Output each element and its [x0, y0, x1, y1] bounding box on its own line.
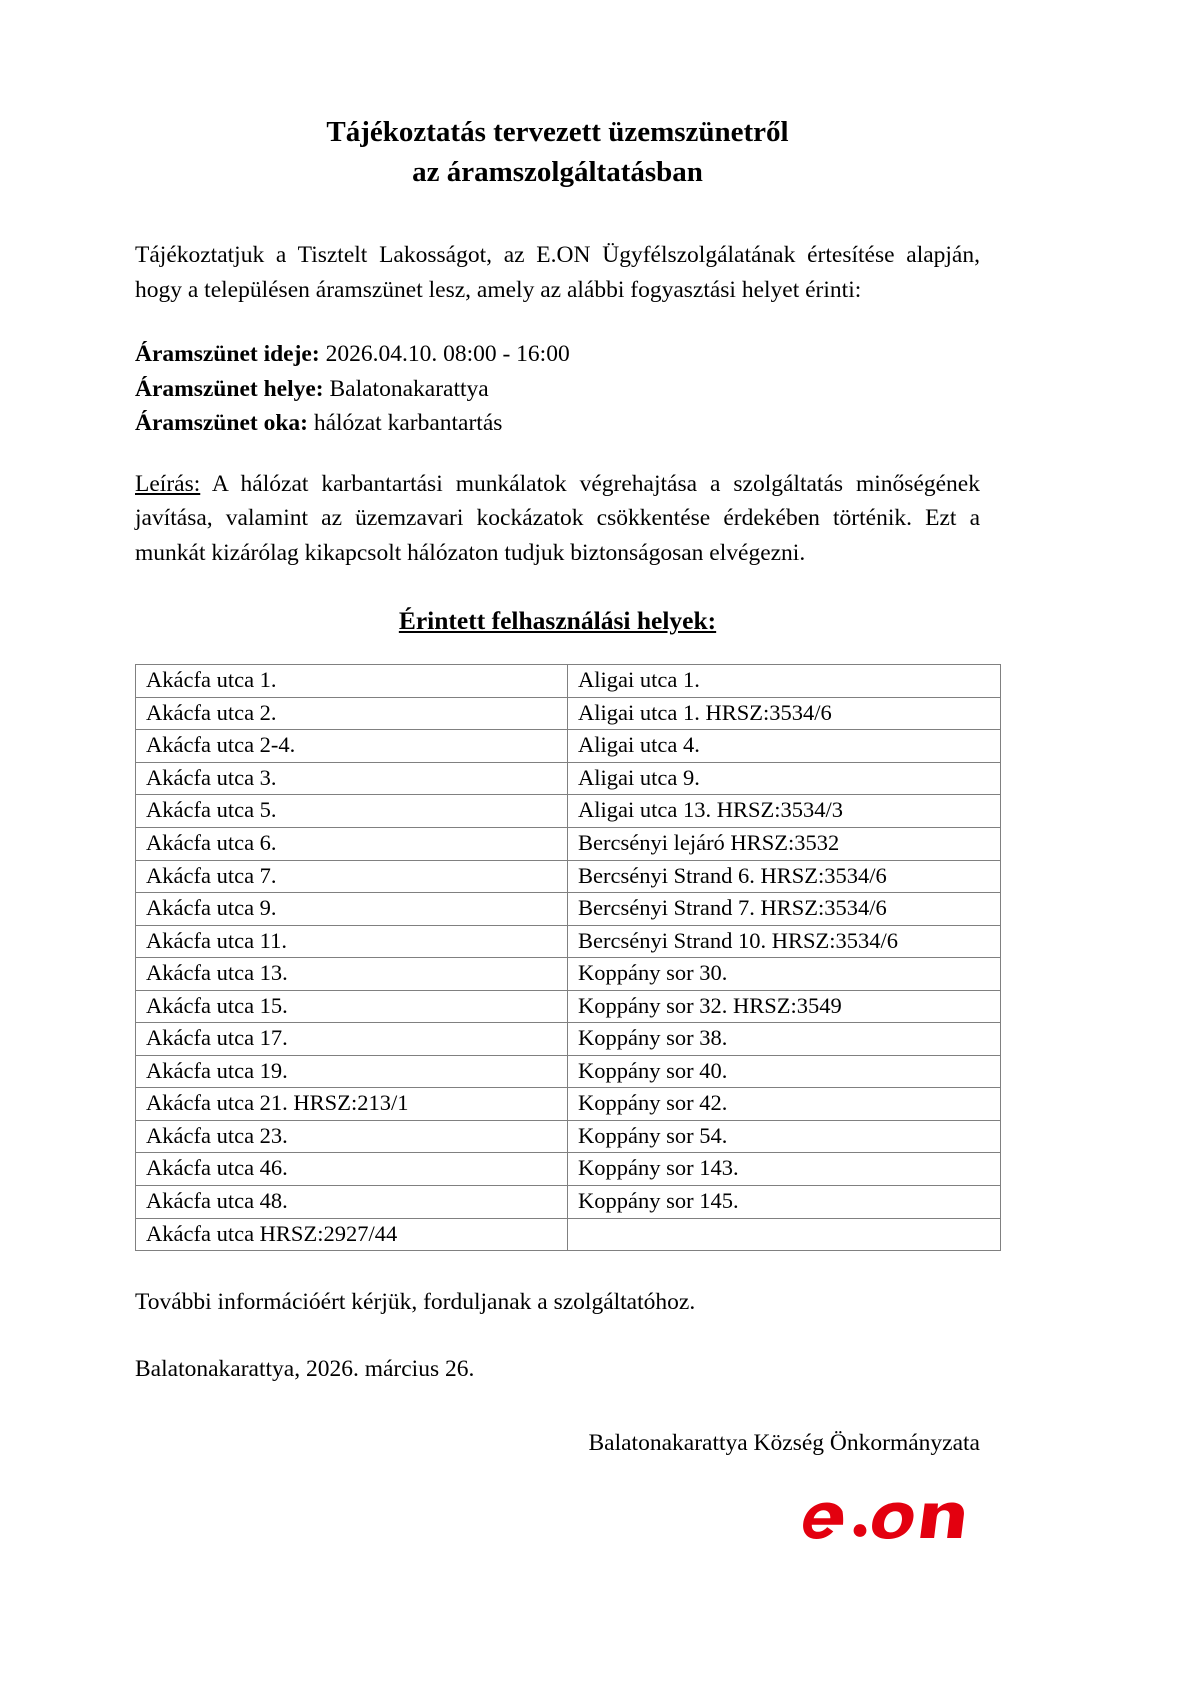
page-title-line-1: Tájékoztatás tervezett üzemszünetről: [326, 116, 789, 148]
address-cell-right: Aligai utca 1.: [568, 665, 1001, 698]
address-cell-right: Bercsényi Strand 7. HRSZ:3534/6: [568, 893, 1001, 926]
description-body: A hálózat karbantartási munkálatok végrehajtása a szolgáltatás minőségének javítása, valamint az üzemzavari kockázatok csökkentése érdekében történik. Ezt a munkát kizárólag kikapcsolt hálózaton tudjuk biztonságosan elvégezni.: [135, 470, 980, 566]
outage-place-label: Áramszünet helye:: [135, 375, 324, 402]
outage-time-value: 2026.04.10. 08:00 - 16:00: [325, 341, 570, 368]
page-title: [135, 0, 980, 192]
address-cell-left: Akácfa utca 3.: [136, 762, 568, 795]
address-cell-right: Koppány sor 40.: [568, 1055, 1001, 1088]
affected-locations-table: [135, 664, 1001, 1251]
outage-place-value: Balatonakarattya: [329, 375, 489, 402]
address-cell-right: Koppány sor 145.: [568, 1186, 1001, 1219]
address-cell-right: Aligai utca 9.: [568, 762, 1001, 795]
table-row: [136, 1218, 1001, 1251]
address-cell-right: Koppány sor 38.: [568, 1023, 1001, 1056]
address-cell-left: Akácfa utca 48.: [136, 1186, 568, 1219]
eon-logo-icon: [802, 1487, 970, 1549]
table-row: [136, 762, 1001, 795]
address-cell-left: Akácfa utca 11.: [136, 925, 568, 958]
address-cell-left: Akácfa utca 21. HRSZ:213/1: [136, 1088, 568, 1121]
table-row: [136, 958, 1001, 991]
table-row: [136, 665, 1001, 698]
table-row: [136, 697, 1001, 730]
address-cell-right: Bercsényi Strand 6. HRSZ:3534/6: [568, 860, 1001, 893]
table-row: [136, 893, 1001, 926]
address-cell-right: Bercsényi Strand 10. HRSZ:3534/6: [568, 925, 1001, 958]
address-cell-left: Akácfa utca 5.: [136, 795, 568, 828]
table-row: [136, 1120, 1001, 1153]
table-row: [136, 1088, 1001, 1121]
table-row: [136, 828, 1001, 861]
table-row: [136, 925, 1001, 958]
table-row: [136, 1055, 1001, 1088]
address-cell-right: Aligai utca 4.: [568, 730, 1001, 763]
outage-reason-value: hálózat karbantartás: [313, 410, 503, 437]
address-cell-left: Akácfa utca 6.: [136, 828, 568, 861]
further-info-note: További információért kérjük, forduljanak a szolgáltatóhoz.: [135, 1289, 696, 1316]
address-cell-left: Akácfa utca 7.: [136, 860, 568, 893]
address-cell-left: Akácfa utca 46.: [136, 1153, 568, 1186]
outage-time-label: Áramszünet ideje:: [135, 341, 320, 368]
address-cell-left: Akácfa utca 1.: [136, 665, 568, 698]
address-cell-right: [568, 1218, 1001, 1251]
table-row: [136, 990, 1001, 1023]
address-cell-left: Akácfa utca 9.: [136, 893, 568, 926]
address-cell-left: Akácfa utca 23.: [136, 1120, 568, 1153]
page-title-line-2: az áramszolgáltatásban: [412, 156, 703, 189]
address-cell-right: Aligai utca 1. HRSZ:3534/6: [568, 697, 1001, 730]
address-cell-right: Koppány sor 42.: [568, 1088, 1001, 1121]
affected-locations-heading: Érintett felhasználási helyek:: [398, 606, 717, 636]
table-row: [136, 1153, 1001, 1186]
intro-paragraph: Tájékoztatjuk a Tisztelt Lakosságot, az E.ON Ügyfélszolgálatának értesítése alapján, hogy a településen áramszünet lesz, amely az alábbi fogyasztási helyet érinti:: [135, 242, 980, 303]
table-row: [136, 1186, 1001, 1219]
address-cell-right: Koppány sor 54.: [568, 1120, 1001, 1153]
table-row: [136, 730, 1001, 763]
address-cell-left: Akácfa utca 13.: [136, 958, 568, 991]
outage-details: [135, 307, 980, 441]
description-paragraph: [135, 441, 980, 571]
address-cell-left: Akácfa utca 2-4.: [136, 730, 568, 763]
place-and-date: Balatonakarattya, 2026. március 26.: [135, 1355, 475, 1382]
signature-line: Balatonakarattya Község Önkormányzata: [588, 1430, 980, 1457]
address-cell-right: Bercsényi lejáró HRSZ:3532: [568, 828, 1001, 861]
document-content: [135, 0, 980, 1549]
address-cell-right: Koppány sor 32. HRSZ:3549: [568, 990, 1001, 1023]
outage-time-row: [135, 337, 980, 372]
logo-container: [135, 1487, 980, 1549]
address-cell-left: Akácfa utca 17.: [136, 1023, 568, 1056]
address-cell-left: Akácfa utca 2.: [136, 697, 568, 730]
address-cell-right: Koppány sor 30.: [568, 958, 1001, 991]
address-cell-left: Akácfa utca HRSZ:2927/44: [136, 1218, 568, 1251]
affected-locations-table-body: [136, 665, 1001, 1251]
table-row: [136, 795, 1001, 828]
description-label: Leírás:: [135, 470, 201, 497]
table-row: [136, 860, 1001, 893]
address-cell-right: Koppány sor 143.: [568, 1153, 1001, 1186]
outage-reason-row: [135, 406, 980, 441]
outage-reason-label: Áramszünet oka:: [135, 410, 308, 437]
table-row: [136, 1023, 1001, 1056]
address-cell-left: Akácfa utca 15.: [136, 990, 568, 1023]
address-cell-right: Aligai utca 13. HRSZ:3534/3: [568, 795, 1001, 828]
outage-place-row: [135, 372, 980, 407]
address-cell-left: Akácfa utca 19.: [136, 1055, 568, 1088]
